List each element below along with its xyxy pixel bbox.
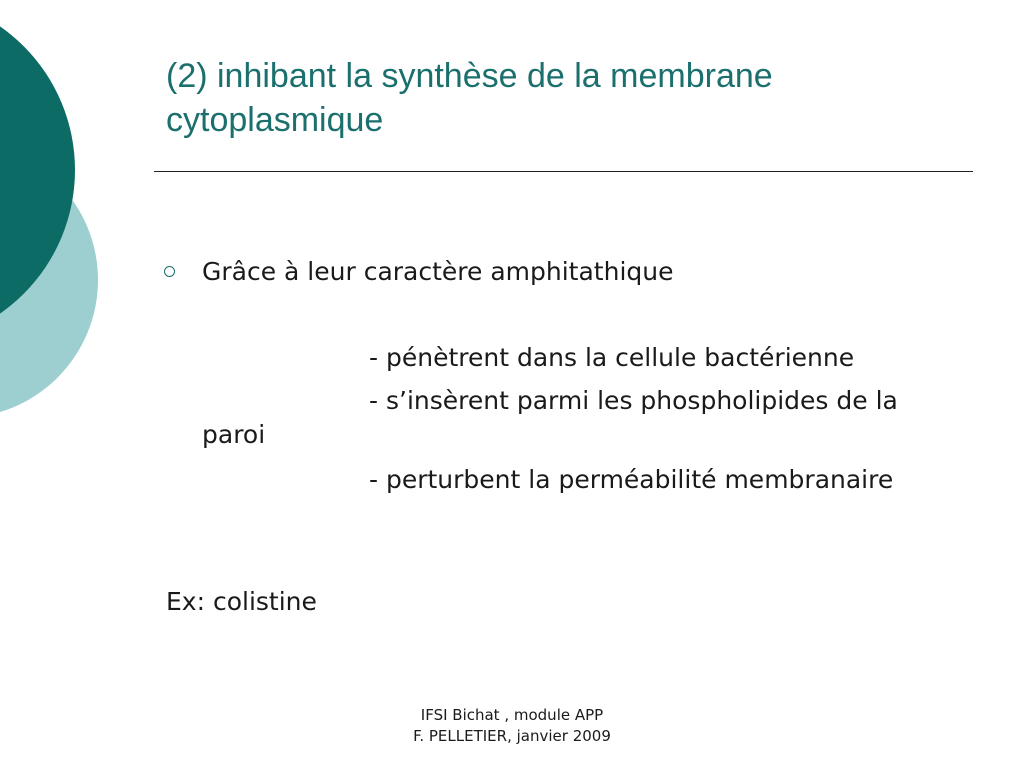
example-text: Ex: colistine (166, 587, 317, 616)
footer-line-institution: IFSI Bichat , module APP (420, 706, 604, 724)
sub-item (202, 463, 962, 497)
sub-item-text: - s’insèrent parmi les phospholipides de la paroi (202, 386, 898, 449)
decorative-circles (0, 0, 120, 420)
bullet-circle-icon (164, 266, 175, 277)
title-divider (154, 171, 973, 172)
sub-item (202, 340, 962, 376)
sub-item-text: - pénètrent dans la cellule bactérienne (369, 343, 855, 372)
sub-item (202, 384, 962, 452)
footer-line-author: F. PELLETIER, janvier 2009 (413, 727, 611, 745)
bullet-text: Grâce à leur caractère amphitathique (202, 257, 674, 286)
sub-item-text: - perturbent la perméabilité membranaire (369, 465, 894, 494)
slide-title: (2) inhibant la synthèse de la membrane cytoplasmique (166, 57, 773, 139)
slide-footer (312, 705, 712, 747)
